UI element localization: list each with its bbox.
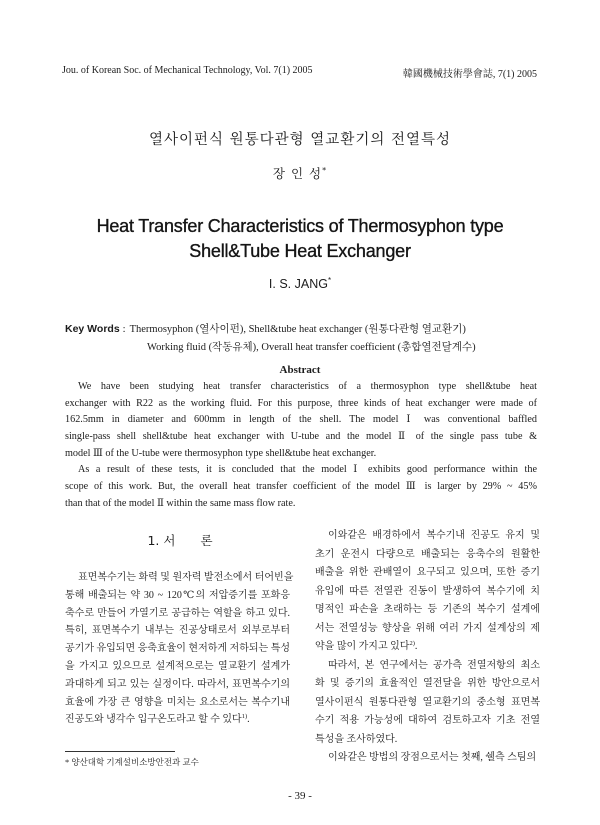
intro-right-p1-line: 초기 운전시 다량으로 배출되는 응축수의 원활한 <box>315 548 540 560</box>
intro-left-p1-line: 효율에 가장 큰 영향을 미치는 요소로서는 복수기내 <box>65 696 290 708</box>
abstract-p1-line: We have been studying heat transfer characteristics of a thermosyphon type shell&tube heat <box>78 381 537 392</box>
intro-left-p1-line: 공기가 유입되면 응축효율이 현저하게 저하되는 특성 <box>65 643 291 655</box>
intro-right-p3-line: 이와같은 방법의 장점으로서는 첫째, 쉘측 스팀의 <box>328 752 537 763</box>
intro-right-p2-line: 화 및 증기의 효율적인 열전달을 위한 방안으로서 <box>315 678 540 689</box>
abstract-body <box>65 379 537 513</box>
author-english-name: I. S. JANG <box>268 277 328 291</box>
abstract-p2-line: scope of this work. But, the overall heat transfer coefficient of the model Ⅲ is larger by 29% ~ 45% <box>65 481 537 493</box>
author-english <box>0 277 600 291</box>
intro-right-p2-line: 특성을 조사하였다. <box>315 733 398 745</box>
intro-right-p1-line: 약을 많이 가지고 있다$^{2)}$. <box>315 640 418 652</box>
intro-right-column <box>315 527 540 768</box>
abstract-p2-line: As a result of these tests, it is concluded that the model Ⅰ exhibits good performance within the <box>78 464 537 476</box>
reference-marker: 1) <box>241 713 248 721</box>
abstract-p1-line: 162.5mm in diameter and 600mm in length of the shell. The model Ⅰ was conventional baffled <box>65 414 537 426</box>
intro-left-column <box>65 569 294 729</box>
paper-title-english-line-2: Shell&Tube Heat Exchanger <box>189 241 411 261</box>
page-number: - 39 - <box>288 790 312 802</box>
intro-right-p1-line: 유입에 따른 전열관 진동이 발생하여 복수기에 치 <box>315 585 540 597</box>
author-korean <box>0 164 600 182</box>
intro-right-p1-line: 이와같은 배경하에서 복수기내 진공도 유지 및 <box>328 530 540 541</box>
intro-left-p1-line: 과대하게 되고 있는 실정이다. 따라서, 표면복수기의 <box>65 678 290 690</box>
intro-left-p1-line: 통해 배출되는 약 30 ~ 120℃의 저압증기를 포화응 <box>65 589 290 601</box>
author-affiliation-footnote: * 양산대학 기계설비소방안전과 교수 <box>65 757 199 767</box>
footnote-rule <box>65 751 175 752</box>
intro-right-p1-line: 명적인 파손을 초래하는 등 기존의 복수기 설계에 <box>315 604 540 615</box>
journal-header-en: Jou. of Korean Soc. of Mechanical Technology, Vol. 7(1) 2005 <box>62 65 313 76</box>
intro-right-p1-line: 배출을 위한 관배열이 요구되고 있으며, 또한 증기 <box>315 567 540 578</box>
author-korean-name: 장 인 성 <box>272 166 323 181</box>
abstract-heading: Abstract <box>279 364 321 376</box>
intro-right-p2-line: 따라서, 본 연구에서는 공가측 전열저항의 최소 <box>328 659 540 671</box>
keywords-separator: : <box>122 324 126 335</box>
paper-title-korean: 열사이펀식 원통다관형 열교환기의 전열특성 <box>149 132 451 148</box>
intro-left-p1-line: 을 가지고 있으므로 설계적으로는 열교환기 설계가 <box>65 660 290 672</box>
reference-marker: 2) <box>409 640 415 647</box>
author-footnote-mark: * <box>322 166 328 175</box>
abstract-p1-line: single-pass shell shell&tube heat exchanger with U-tube and the model Ⅱ of the single pass tube & <box>65 431 537 443</box>
author-english-footnote-mark: * <box>327 276 332 285</box>
abstract-p1-line: model Ⅲ of the U-tube were thermosyphon type shell&tube heat exchanger. <box>65 447 377 459</box>
keywords-text-1: Thermosyphon (열사이펀), Shell&tube heat exchanger (원통다관형 열교환기) <box>129 324 466 335</box>
abstract-p2-line: than that of the model Ⅱ within the same mass flow rate. <box>65 497 296 509</box>
keywords-label: Key Words <box>65 323 120 335</box>
intro-right-p1-line: 서는 전열성능 향상을 위해 여러 가지 설계상의 제 <box>315 622 540 634</box>
intro-left-p1-line: 특히, 표면복수기 내부는 진공상태로서 외부로부터 <box>65 625 290 637</box>
journal-header-ko: 韓國機械技術學會誌, 7(1) 2005 <box>402 69 537 80</box>
intro-left-p1-line: 표면복수기는 화력 및 원자력 발전소에서 터어빈을 <box>78 572 294 583</box>
paper-title-english-line-1: Heat Transfer Characteristics of Thermosyphon type <box>96 216 504 236</box>
intro-left-p1-line: 진공도와 냉각수 입구온도라고 할 수 있다$^{1)}$. <box>65 713 250 726</box>
keywords-line-1 <box>65 321 466 336</box>
abstract-p1-line: exchanger with R22 as the working fluid. For this purpose, three kinds of heat exchanger were made of <box>65 397 537 409</box>
intro-right-p2-line: 열사이펀식 원통다관형 열교환기의 중소형 표면복 <box>315 696 540 708</box>
section-heading-introduction: 1. 서 론 <box>147 533 213 548</box>
intro-right-p2-line: 수기 적용 가능성에 대하여 검토하고자 기초 전열 <box>315 715 540 726</box>
keywords-line-2: Working fluid (작동유체), Overall heat transfer coefficient (총합열전달계수) <box>147 342 476 353</box>
intro-left-p1-line: 축수로 만들어 가열기로 공급하는 역할을 하고 있다. <box>65 607 290 619</box>
